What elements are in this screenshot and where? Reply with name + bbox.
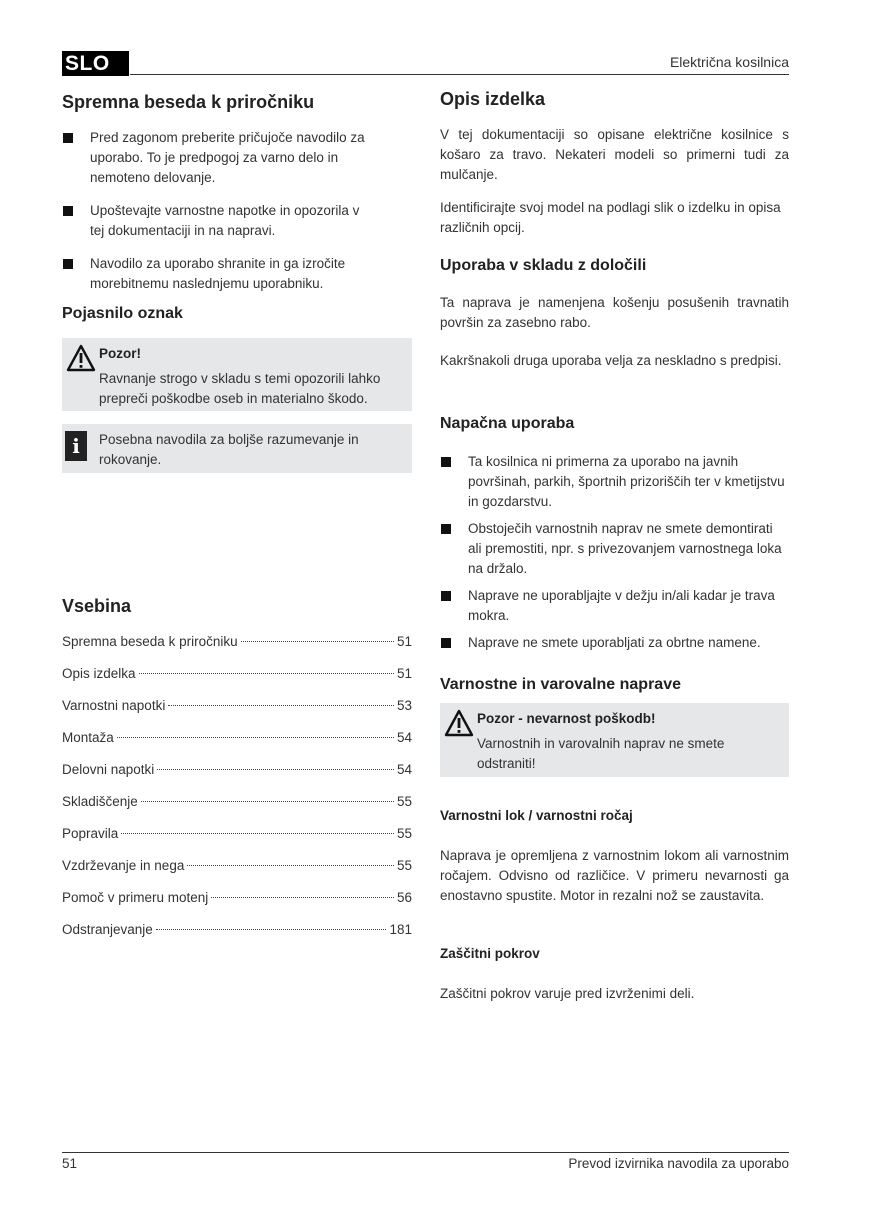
safety-warning-text: Varnostnih in varovalnih naprav ne smete odstraniti!: [477, 736, 725, 771]
page-number: 51: [62, 1156, 78, 1171]
toc-entry[interactable]: Skladiščenje 55: [62, 794, 412, 809]
description-text-2: Identificirajte svoj model na podlagi slik o izdelku in opisa različnih opcij.: [440, 200, 781, 235]
toc-entry[interactable]: Popravila 55: [62, 826, 412, 841]
bullet-square-icon: [441, 638, 451, 648]
toc-entry[interactable]: Opis izdelka 51: [62, 666, 412, 681]
list-item: Naprave ne smete uporabljati za obrtne namene.: [440, 633, 789, 653]
warning-triangle-icon: [66, 344, 96, 372]
warning-text: Ravnanje strogo v skladu s temi opozorili lahko prepreči poškodbe oseb in materialno škodo.: [99, 371, 381, 406]
protective-cover-heading: Zaščitni pokrov: [440, 946, 540, 961]
bullet-square-icon: [441, 591, 451, 601]
info-box: [62, 424, 412, 473]
footer-rule: [62, 1152, 789, 1153]
info-icon: i: [65, 431, 87, 461]
warning-title: Pozor!: [99, 346, 141, 361]
info-text: Posebna navodila za boljše razumevanje in rokovanje.: [99, 432, 359, 467]
foreword-list: [62, 128, 377, 294]
toc-entry[interactable]: Odstranjevanje 181: [62, 922, 412, 937]
intended-use-heading: Uporaba v skladu z določili: [440, 257, 647, 274]
safety-warning-title: Pozor - nevarnost poškodb!: [477, 711, 656, 726]
legend-heading: Pojasnilo oznak: [62, 305, 183, 322]
warning-triangle-icon: [444, 709, 474, 737]
safety-bar-heading: Varnostni lok / varnostni ročaj: [440, 808, 633, 823]
list-item: Navodilo za uporabo shranite in ga izročite morebitnemu naslednjemu uporabniku.: [62, 254, 377, 294]
safety-warning-box: [440, 703, 789, 777]
bullet-square-icon: [441, 457, 451, 467]
safety-bar-text: Naprava je opremljena z varnostnim lokom ali varnostnim ročajem. Odvisno od različice. V primeru nevarnosti ga enostavno spustite. Motor in rezalni nož se zaustavita.: [440, 848, 789, 903]
list-item: Naprave ne uporabljajte v dežju in/ali kadar je trava mokra.: [440, 586, 789, 626]
footer-title: Prevod izvirnika navodila za uporabo: [568, 1156, 789, 1171]
list-item: Ta kosilnica ni primerna za uporabo na javnih površinah, parkih, športnih prizoriščih ter v kmetijstvu in gozdarstvu.: [440, 452, 789, 512]
bullet-square-icon: [63, 259, 73, 269]
intended-use-text-1: Ta naprava je namenjena košenju posušenih travnatih površin za zasebno rabo.: [440, 295, 789, 330]
toc-entry[interactable]: Varnostni napotki 53: [62, 698, 412, 713]
header-title: Električna kosilnica: [669, 54, 789, 70]
language-badge: SLO: [62, 51, 129, 76]
foreword-heading: Spremna beseda k priročniku: [62, 92, 315, 112]
misuse-list: [440, 452, 789, 653]
list-item: Obstoječih varnostnih naprav ne smete demontirati ali premostiti, npr. s privezovanjem varnostnega loka na držalo.: [440, 519, 789, 579]
safety-devices-heading: Varnostne in varovalne naprave: [440, 676, 681, 693]
header-rule: [130, 74, 789, 75]
toc-entry[interactable]: Delovni napotki 54: [62, 762, 412, 777]
description-text-1: V tej dokumentaciji so opisane električne kosilnice s košaro za travo. Nekateri modeli so primerni tudi za mulčanje.: [440, 127, 789, 182]
warning-box: [62, 338, 412, 411]
list-item: Upoštevajte varnostne napotke in opozorila v tej dokumentaciji in na napravi.: [62, 201, 377, 241]
misuse-heading: Napačna uporaba: [440, 415, 575, 432]
toc-entry[interactable]: Vzdrževanje in nega 55: [62, 858, 412, 873]
bullet-square-icon: [441, 524, 451, 534]
list-item: Pred zagonom preberite pričujoče navodilo za uporabo. To je predpogoj za varno delo in nemoteno delovanje.: [62, 128, 377, 188]
toc-entry[interactable]: Pomoč v primeru motenj 56: [62, 890, 412, 905]
contents-heading: Vsebina: [62, 596, 132, 616]
toc-entry[interactable]: Montaža 54: [62, 730, 412, 745]
intended-use-text-2: Kakršnakoli druga uporaba velja za neskladno s predpisi.: [440, 353, 782, 368]
bullet-square-icon: [63, 133, 73, 143]
protective-cover-text: Zaščitni pokrov varuje pred izvrženimi deli.: [440, 986, 695, 1001]
description-heading: Opis izdelka: [440, 89, 546, 109]
bullet-square-icon: [63, 206, 73, 216]
toc-entry[interactable]: Spremna beseda k priročniku 51: [62, 634, 412, 649]
